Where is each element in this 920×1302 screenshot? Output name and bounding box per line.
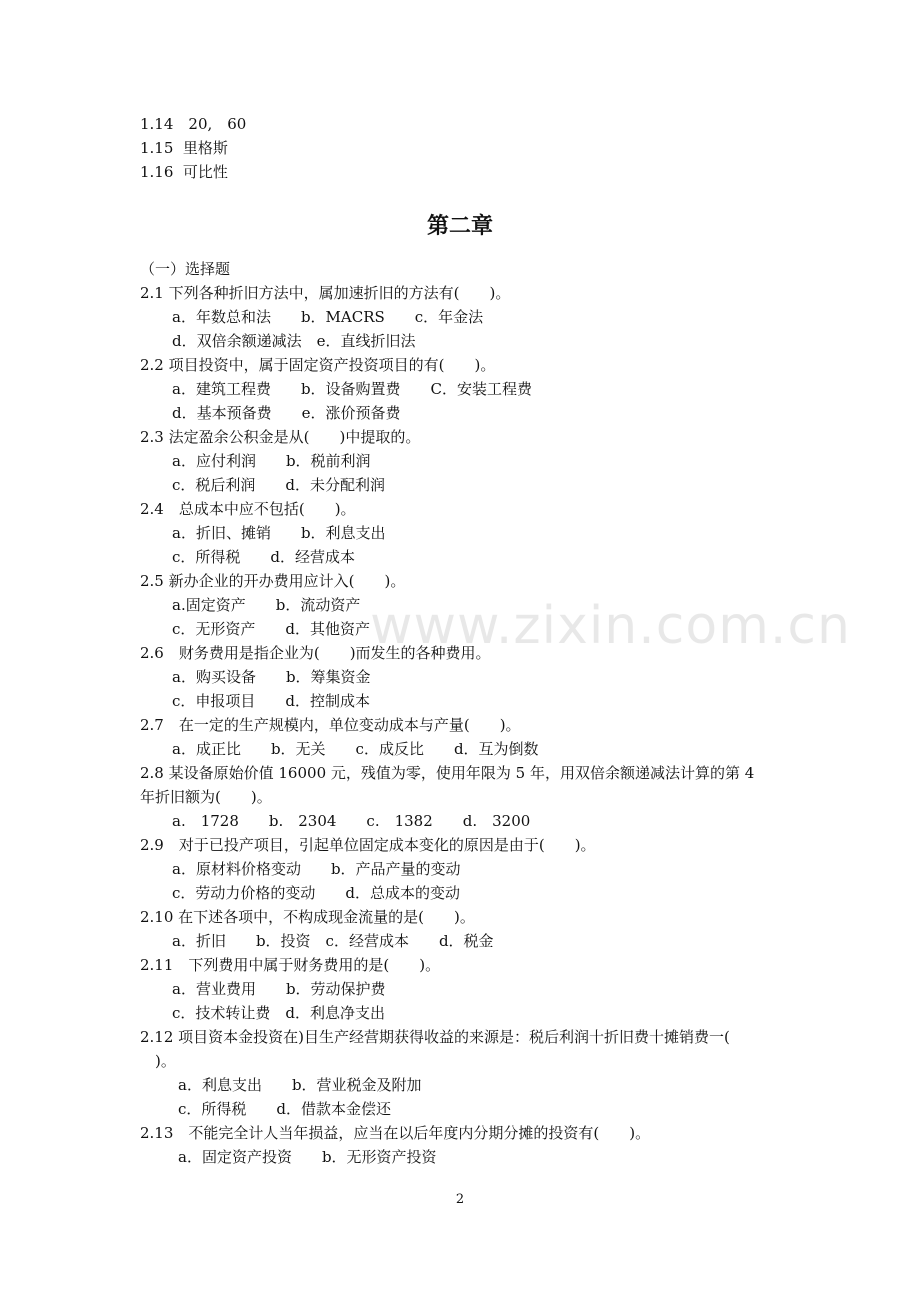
section-label: （一）选择题 (140, 260, 231, 278)
question-options: a．营业费用 b．劳动保护费 (172, 980, 386, 998)
question-options: d．双倍余额递减法 e．直线折旧法 (172, 332, 416, 350)
watermark: www.zixin.com.cn (370, 596, 851, 656)
question-stem: 2.2 项目投资中，属于固定资产投资项目的有( )。 (140, 356, 496, 374)
question-options: a．折旧、摊销 b．利息支出 (172, 524, 386, 542)
question-options: a. 1728 b. 2304 c. 1382 d. 3200 (172, 812, 531, 830)
question-stem: 2.7 在一定的生产规模内，单位变动成本与产量( )。 (140, 716, 521, 734)
question-stem: 2.1 下列各种折旧方法中，属加速折旧的方法有( )。 (140, 284, 511, 302)
question-options: a．利息支出 b．营业税金及附加 (178, 1076, 422, 1094)
question-stem: 2.8 某设备原始价值 16000 元，残值为零，使用年限为 5 年，用双倍余额递减法计算的第 4 (140, 764, 755, 782)
page-number: 2 (455, 1192, 465, 1207)
question-stem-continued: 年折旧额为( )。 (140, 788, 272, 806)
question-options: a．建筑工程费 b．设备购置费 C．安装工程费 (172, 380, 533, 398)
question-options: a．年数总和法 b．MACRS c．年金法 (172, 308, 484, 326)
chapter-title: 第二章 (426, 214, 493, 239)
question-options: c．无形资产 d．其他资产 (172, 620, 371, 638)
question-options: c．劳动力价格的变动 d．总成本的变动 (172, 884, 461, 902)
question-options: c．所得税 d．经营成本 (172, 548, 356, 566)
question-stem-continued: )。 (140, 1052, 176, 1070)
question-stem: 2.9 对于已投产项目，引起单位固定成本变化的原因是由于( )。 (140, 836, 596, 854)
question-stem: 2.10 在下述各项中，不构成现金流量的是( )。 (140, 908, 475, 926)
question-stem: 2.3 法定盈余公积金是从( )中提取的。 (140, 428, 421, 446)
question-options: a．成正比 b．无关 c．成反比 d．互为倒数 (172, 740, 539, 758)
question-stem: 2.6 财务费用是指企业为( )而发生的各种费用。 (140, 644, 491, 662)
question-options: c．税后利润 d．未分配利润 (172, 476, 386, 494)
question-options: c．技术转让费 d．利息净支出 (172, 1004, 386, 1022)
answer-line-1-14: 1.14 20, 60 (140, 115, 247, 133)
question-options: a．应付利润 b．税前利润 (172, 452, 371, 470)
question-stem: 2.5 新办企业的开办费用应计入( )。 (140, 572, 406, 590)
question-stem: 2.13 不能完全计人当年损益，应当在以后年度内分期分摊的投资有( )。 (140, 1124, 651, 1142)
question-stem: 2.11 下列费用中属于财务费用的是( )。 (140, 956, 441, 974)
question-stem: 2.4 总成本中应不包括( )。 (140, 500, 356, 518)
question-options: a．原材料价格变动 b．产品产量的变动 (172, 860, 461, 878)
answer-line-1-15: 1.15 里格斯 (140, 139, 228, 157)
question-options: a.固定资产 b．流动资产 (172, 596, 361, 614)
question-options: c．所得税 d．借款本金偿还 (178, 1100, 392, 1118)
answer-line-1-16: 1.16 可比性 (140, 163, 228, 181)
question-options: a．购买设备 b．筹集资金 (172, 668, 371, 686)
question-options: c．申报项目 d．控制成本 (172, 692, 371, 710)
question-stem: 2.12 项目资本金投资在)目生产经营期获得收益的来源是：税后利润十折旧费十摊销费一( (140, 1028, 730, 1046)
question-options: d．基本预备费 e．涨价预备费 (172, 404, 401, 422)
question-options: a．固定资产投资 b．无形资产投资 (178, 1148, 437, 1166)
question-options: a．折旧 b．投资 c．经营成本 d．税金 (172, 932, 494, 950)
